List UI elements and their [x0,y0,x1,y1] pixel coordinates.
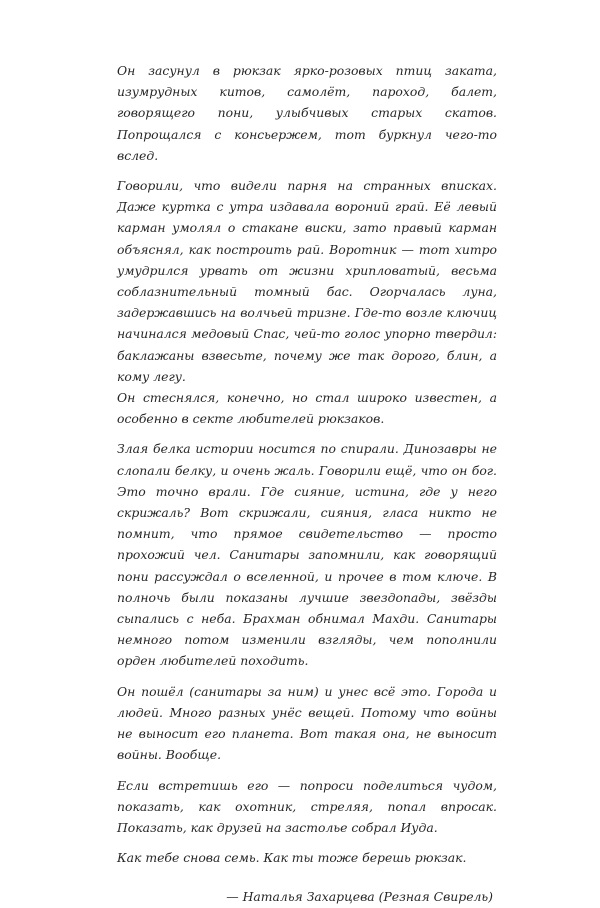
paragraph-2: Говорили, что видели парня на странных вписках. Даже куртка с утра издавала вороний грай. Её левый карман умолял о стакане виски, зато правый карман объяснял, как построить рай. Воротник — тот хитро умудрился урвать от жизни хрипловатый, весьма соблазнительный томный бас. Огорчалась луна, задержавшись на волчьей тризне. Где-то возле ключиц начинался медовый Спас, чей-то голос упорно твердил: баклажаны взвесьте, почему же так дорого, блин, а кому легу. [117,178,497,384]
paragraph-6: Если встретишь его — попроси поделиться чудом, показать, как охотник, стреляя, попал впросак. Показать, как друзей на застолье собрал Иуда. [117,777,497,835]
poem-page [117,60,497,908]
author-signature: — Наталья Захарцева (Резная Свирель) [226,889,493,905]
paragraph-7: Как тебе снова семь. Как ты тоже берешь рюкзак. [117,850,467,866]
paragraph-5: Он пошёл (санитары за ним) и унес всё это. Города и людей. Много разных унёс вещей. Потому что войны не выносит его планета. Вот такая она, не выносит войны. Вообще. [117,683,497,763]
paragraph-4: Злая белка истории носится по спирали. Динозавры не слопали белку, и очень жаль. Говорили ещё, что он бог. Это точно врали. Где сияние, истина, где у него скрижаль? Вот скрижали, сияния, гласа никто не помнит, что прямое свидетельство — просто прохожий чел. Санитары запомнили, как говорящий пони рассуждал о вселенной, и прочее в том ключе. В полночь были показаны лучшие звездопады, звёзды сыпались с неба. Брахман обнимал Махди. Санитары немного потом изменили взгляды, чем пополнили орден любителей походить. [117,441,497,669]
paragraph-3: Он стеснялся, конечно, но стал широко известен, а особенно в секте любителей рюкзаков. [117,390,497,427]
paragraph-1: Он засунул в рюкзак ярко-розовых птиц заката, изумрудных китов, самолёт, пароход, балет, говорящего пони, улыбчивых старых скатов. Попрощался с консьержем, тот буркнул чего-то вслед. [117,63,497,163]
